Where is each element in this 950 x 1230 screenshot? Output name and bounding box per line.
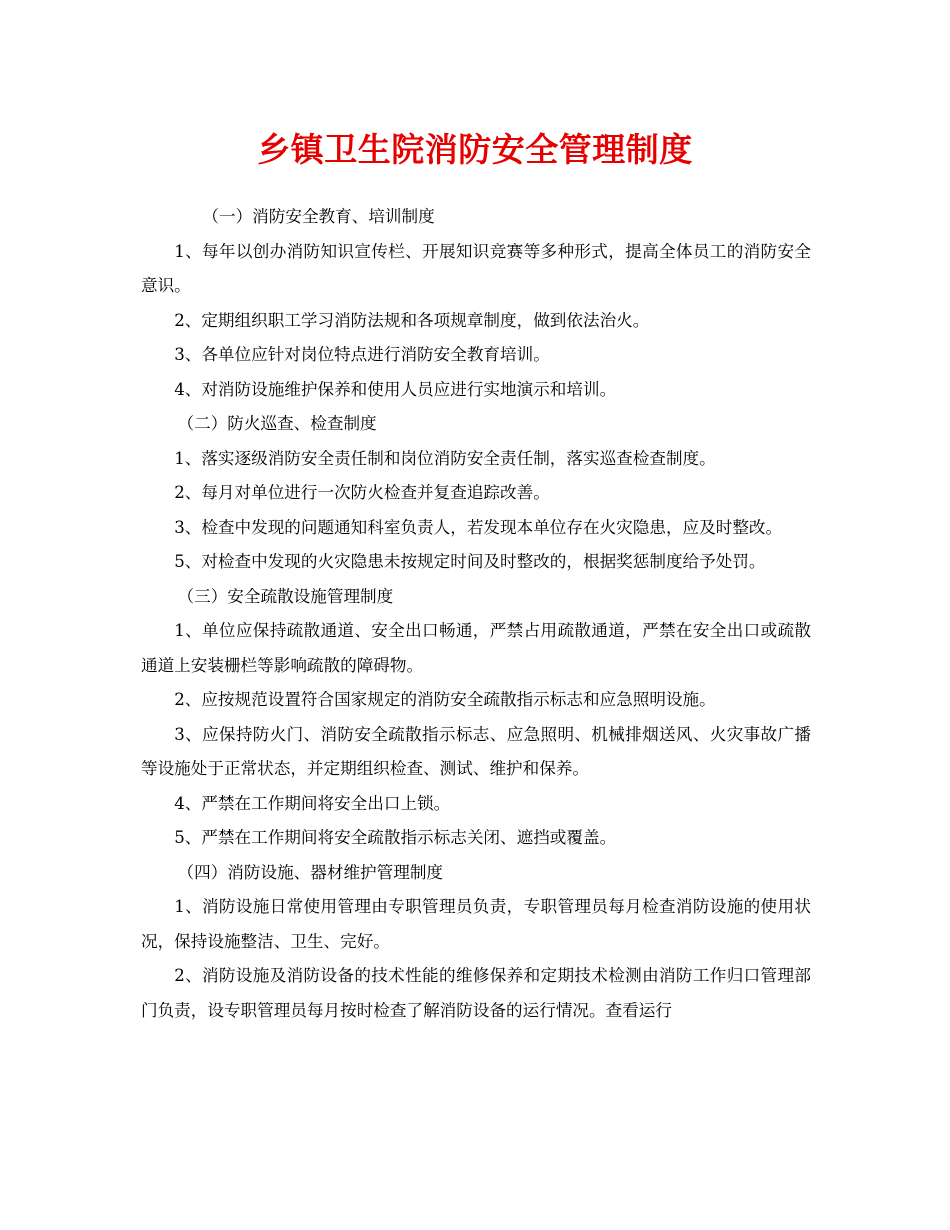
paragraph: 2、消防设施及消防设备的技术性能的维修保养和定期技术检测由消防工作归口管理部门负责，设专职管理员每月按时检查了解消防设备的运行情况。查看运行	[141, 966, 811, 1020]
paragraph: （一）消防安全教育、培训制度	[202, 207, 435, 226]
paragraph: 3、应保持防火门、消防安全疏散指示标志、应急照明、机械排烟送风、火灾事故广播等设施处于正常状态，并定期组织检查、测试、维护和保养。	[141, 724, 811, 778]
paragraph: 4、严禁在工作期间将安全出口上锁。	[174, 793, 451, 813]
paragraph: （二）防火巡查、检查制度	[177, 414, 377, 433]
paragraph: 2、应按规范设置符合国家规定的消防安全疏散指示标志和应急照明设施。	[174, 690, 716, 709]
document-body	[141, 200, 811, 1028]
paragraph: 5、对检查中发现的火灾隐患未按规定时间及时整改的，根据奖惩制度给予处罚。	[174, 552, 766, 571]
paragraph: （三）安全疏散设施管理制度	[177, 586, 394, 606]
paragraph: 2、每月对单位进行一次防火检查并复查追踪改善。	[174, 483, 550, 502]
paragraph: （四）消防设施、器材维护管理制度	[177, 862, 444, 882]
paragraph: 3、各单位应针对岗位特点进行消防安全教育培训。	[174, 345, 550, 364]
paragraph: 1、每年以创办消防知识宣传栏、开展知识竞赛等多种形式，提高全体员工的消防安全意识。	[141, 241, 811, 295]
paragraph: 4、对消防设施维护保养和使用人员应进行实地演示和培训。	[174, 379, 617, 399]
paragraph: 1、单位应保持疏散通道、安全出口畅通，严禁占用疏散通道，严禁在安全出口或疏散通道上安装栅栏等影响疏散的障碍物。	[141, 621, 811, 675]
paragraph: 1、落实逐级消防安全责任制和岗位消防安全责任制，落实巡查检查制度。	[174, 448, 716, 468]
paragraph: 5、严禁在工作期间将安全疏散指示标志关闭、遮挡或覆盖。	[174, 828, 617, 847]
paragraph: 2、定期组织职工学习消防法规和各项规章制度，做到依法治火。	[174, 310, 650, 330]
paragraph: 3、检查中发现的问题通知科室负责人，若发现本单位存在火灾隐患，应及时整改。	[174, 517, 783, 537]
paragraph: 1、消防设施日常使用管理由专职管理员负责，专职管理员每月检查消防设施的使用状况，保持设施整洁、卫生、完好。	[141, 897, 811, 951]
document-title: 乡镇卫生院消防安全管理制度	[257, 130, 693, 169]
